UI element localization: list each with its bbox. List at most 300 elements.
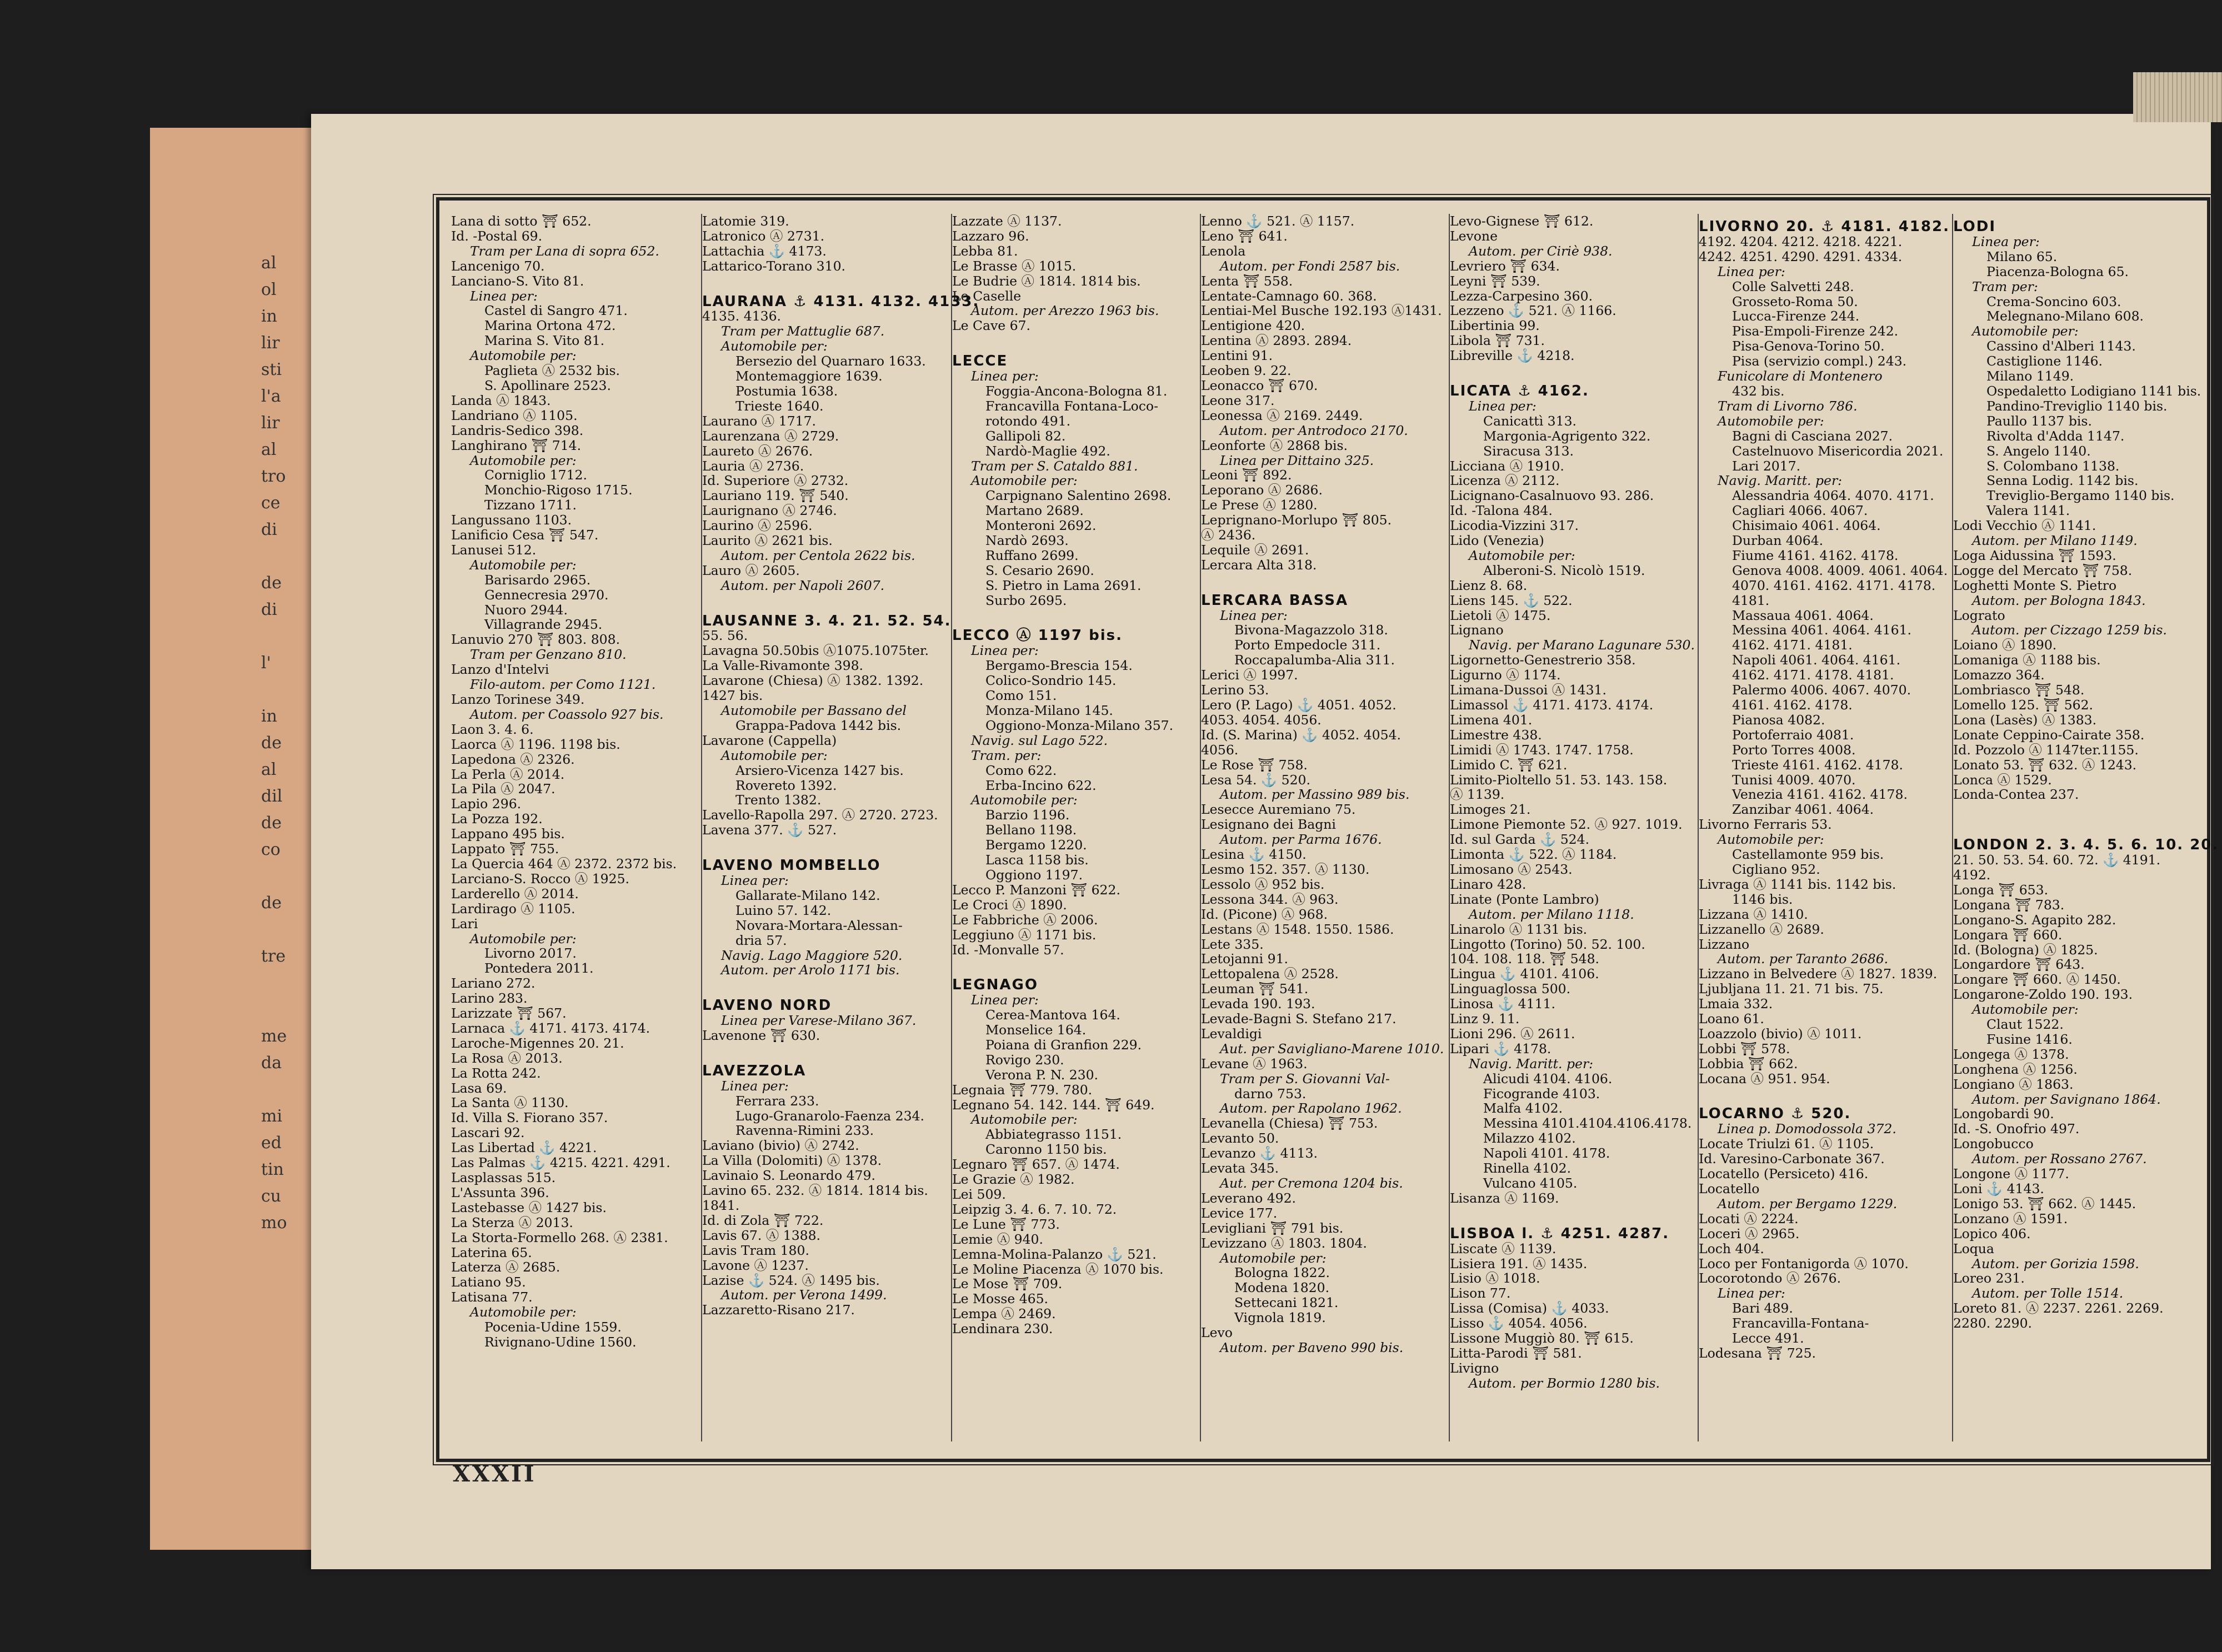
index-entry: Alicudi 4104. 4106.: [1483, 1070, 1613, 1087]
index-entry: Trieste 4161. 4162. 4178.: [1732, 757, 1903, 773]
index-entry: Leone 317.: [1201, 392, 1275, 408]
index-entry: Longega Ⓐ 1378.: [1953, 1046, 2069, 1062]
index-entry: Marina S. Vito 81.: [484, 333, 605, 349]
index-entry: Tram per:: [1972, 278, 2038, 294]
index-entry: Aut. per Savigliano-Marene 1010.: [1220, 1040, 1444, 1057]
index-entry: Barisardo 2965.: [484, 572, 591, 588]
index-entry: Colle Salvetti 248.: [1732, 278, 1854, 294]
index-entry: Ligurno Ⓐ 1174.: [1450, 667, 1561, 683]
index-column-7: [1952, 214, 2219, 1441]
index-entry: Automobile per:: [1718, 832, 1824, 848]
index-entry: Levanella (Chiesa) ⛩ 753.: [1201, 1115, 1378, 1132]
index-entry: Le Croci Ⓐ 1890.: [952, 897, 1067, 913]
index-entry: Lobbia ⛩ 662.: [1699, 1055, 1798, 1072]
index-entry: Alessandria 4064. 4070. 4171.: [1732, 488, 1934, 504]
index-entry: Automobile per:: [470, 930, 577, 947]
index-entry: Trento 1382.: [735, 792, 822, 808]
index-entry: Limassol ⚓ 4171. 4173. 4174.: [1450, 697, 1654, 713]
index-entry: Autom. per Bologna 1843.: [1972, 592, 2146, 608]
index-entry: Pisa-Genova-Torino 50.: [1732, 338, 1885, 354]
index-entry: Levigliani ⛩ 791 bis.: [1201, 1220, 1344, 1236]
index-entry: [702, 978, 947, 993]
index-entry: Laureto Ⓐ 2676.: [702, 443, 813, 459]
index-entry: Lucca-Firenze 244.: [1732, 308, 1860, 324]
index-entry: Nardò 2693.: [985, 533, 1069, 549]
index-entry: Livorno Ferraris 53.: [1699, 817, 1832, 833]
index-entry: Bagni di Casciana 2027.: [1732, 428, 1893, 444]
index-entry: Id. sul Garda ⚓ 524.: [1450, 832, 1590, 848]
index-entry: Longobucco: [1953, 1136, 2034, 1152]
index-entry: 4161. 4162. 4178.: [1732, 697, 1853, 713]
index-entry: 21. 50. 53. 54. 60. 72. ⚓ 4191.: [1953, 852, 2161, 868]
index-entry: La Perla Ⓐ 2014.: [451, 766, 565, 782]
index-entry: Levriero ⛩ 634.: [1450, 258, 1560, 274]
index-entry: Leonessa Ⓐ 2169. 2449.: [1201, 407, 1363, 423]
previous-page-fragment: de: [261, 573, 282, 593]
index-entry: Claut 1522.: [1986, 1017, 2064, 1033]
index-entry: 4053. 4054. 4056.: [1201, 712, 1322, 728]
index-entry: Livraga Ⓐ 1141 bis. 1142 bis.: [1699, 876, 1896, 892]
index-entry: Chisimaio 4061. 4064.: [1732, 518, 1881, 534]
index-entry: 55. 56.: [702, 628, 748, 644]
index-entry: Rovereto 1392.: [735, 777, 837, 793]
previous-page-fragment: tro: [261, 467, 286, 486]
index-entry: Autom. per Rossano 2767.: [1972, 1151, 2147, 1167]
index-entry: Leonacco ⛩ 670.: [1201, 377, 1318, 393]
index-entry: Pianosa 4082.: [1732, 712, 1825, 728]
previous-page-fragment: ol: [261, 280, 277, 299]
index-entry: Canicattì 313.: [1483, 413, 1577, 429]
index-entry: Automobile per:: [470, 1304, 577, 1320]
index-entry: [952, 333, 1195, 348]
previous-page-fragment: al: [261, 440, 277, 459]
index-entry: Oggiono-Monza-Milano 357.: [985, 717, 1174, 733]
index-entry: Bivona-Magazzolo 318.: [1234, 622, 1388, 638]
index-entry: Pocenia-Udine 1559.: [484, 1319, 622, 1335]
index-entry: Fiume 4161. 4162. 4178.: [1732, 547, 1899, 563]
index-entry: Lauriano 119. ⛩ 540.: [702, 488, 849, 504]
previous-page-fragment: mi: [261, 1107, 283, 1126]
index-entry: Lecco P. Manzoni ⛩ 622.: [952, 882, 1120, 898]
index-entry: Cerea-Mantova 164.: [985, 1007, 1120, 1023]
index-entry: Longobardi 90.: [1953, 1106, 2054, 1122]
index-entry: Lessolo Ⓐ 952 bis.: [1201, 876, 1325, 892]
index-entry: Autom. per Tolle 1514.: [1972, 1285, 2124, 1301]
index-entry: Ruffano 2699.: [985, 547, 1079, 563]
index-entry: Lauro Ⓐ 2605.: [702, 562, 800, 578]
index-entry: Libola ⛩ 731.: [1450, 333, 1545, 349]
index-entry: Lauria Ⓐ 2736.: [702, 458, 804, 474]
index-entry: Autom. per Baveno 990 bis.: [1220, 1339, 1404, 1355]
index-entry: Gennecresia 2970.: [484, 587, 609, 603]
index-entry: Lioni 296. Ⓐ 2611.: [1450, 1025, 1575, 1042]
index-entry: Longara ⛩ 660.: [1953, 927, 2063, 943]
index-entry: Vignola 1819.: [1234, 1310, 1326, 1326]
index-entry: Lison 77.: [1450, 1285, 1511, 1301]
index-entry: Lequile Ⓐ 2691.: [1201, 542, 1309, 558]
index-entry: Lietoli Ⓐ 1475.: [1450, 607, 1551, 623]
index-entry: Laurenzana Ⓐ 2729.: [702, 428, 839, 444]
index-entry: Lmaia 332.: [1699, 996, 1773, 1012]
index-entry: Piacenza-Bologna 65.: [1986, 263, 2129, 279]
index-entry: LECCE: [952, 353, 1008, 370]
index-entry: Lesa 54. ⚓ 520.: [1201, 772, 1310, 788]
index-entry: Bologna 1822.: [1234, 1265, 1330, 1281]
index-entry: Loazzolo (bivio) Ⓐ 1011.: [1699, 1025, 1862, 1042]
index-entry: Lei 509.: [952, 1187, 1006, 1202]
index-entry: Fusine 1416.: [1986, 1031, 2073, 1047]
index-entry: Lazise ⚓ 524. Ⓐ 1495 bis.: [702, 1272, 880, 1288]
previous-page-fragment: sti: [261, 360, 282, 379]
index-entry: Napoli 4101. 4178.: [1483, 1145, 1610, 1162]
index-entry: Londa-Contea 237.: [1953, 787, 2079, 803]
previous-page-fragment: me: [261, 1027, 287, 1046]
index-entry: Lavarone (Chiesa) Ⓐ 1382. 1392.: [702, 673, 924, 689]
index-entry: Autom. per Gorizia 1598.: [1972, 1255, 2139, 1271]
index-column-3: [951, 214, 1195, 1441]
index-entry: LICATA ⚓ 4162.: [1450, 382, 1589, 399]
index-entry: Milano 65.: [1986, 248, 2058, 264]
index-entry: Leprignano-Morlupo ⛩ 805.: [1201, 512, 1392, 528]
index-entry: Linea per:: [971, 643, 1039, 659]
index-entry: Automobile per:: [721, 747, 828, 763]
index-entry: Longardore ⛩ 643.: [1953, 957, 2085, 973]
index-entry: Levata 345.: [1201, 1160, 1279, 1177]
index-entry: Autom. per Milano 1149.: [1972, 533, 2138, 549]
index-entry: Cigliano 952.: [1732, 861, 1820, 877]
index-entry: 1427 bis.: [702, 688, 763, 704]
index-entry: Id. -S. Onofrio 497.: [1953, 1121, 2080, 1137]
index-entry: Abbiategrasso 1151.: [985, 1127, 1122, 1143]
index-entry: Licenza Ⓐ 2112.: [1450, 473, 1560, 489]
index-entry: Lisio Ⓐ 1018.: [1450, 1270, 1540, 1286]
index-entry: 4135. 4136.: [702, 308, 782, 324]
index-entry: Crema-Soncino 603.: [1986, 293, 2121, 309]
index-entry: Las Palmas ⚓ 4215. 4221. 4291.: [451, 1155, 670, 1171]
index-entry: [702, 1043, 947, 1058]
index-entry: Limonta ⚓ 522. Ⓐ 1184.: [1450, 847, 1617, 863]
index-entry: Montemaggiore 1639.: [735, 368, 883, 384]
index-entry: Linea per:: [470, 288, 538, 304]
index-entry: Lebba 81.: [952, 243, 1018, 259]
index-column-6: [1698, 214, 1948, 1441]
index-entry: Landriano Ⓐ 1105.: [451, 407, 578, 423]
index-entry: Nuoro 2944.: [484, 602, 568, 618]
index-entry: S. Colombano 1138.: [1986, 458, 2120, 474]
index-entry: Las Libertad ⚓ 4221.: [451, 1140, 597, 1156]
index-entry: Leno ⛩ 641.: [1201, 228, 1288, 244]
index-entry: Rinella 4102.: [1483, 1160, 1572, 1177]
index-entry: Laviano (bivio) Ⓐ 2742.: [702, 1138, 859, 1154]
index-entry: Longare ⛩ 660. Ⓐ 1450.: [1953, 972, 2121, 988]
index-entry: Autom. per Centola 2622 bis.: [721, 547, 915, 563]
index-entry: Leoni ⛩ 892.: [1201, 467, 1292, 483]
index-entry: Lanuvio 270 ⛩ 803. 808.: [451, 632, 620, 648]
index-entry: Massaua 4061. 4064.: [1732, 607, 1874, 623]
index-entry: Aut. per Cremona 1204 bis.: [1220, 1175, 1403, 1191]
index-entry: [1699, 1087, 1948, 1102]
index-entry: Melegnano-Milano 608.: [1986, 308, 2144, 324]
index-entry: Levanzo ⚓ 4113.: [1201, 1145, 1318, 1162]
index-entry: Lo Caselle: [952, 288, 1022, 304]
index-entry: Laroche-Migennes 20. 21.: [451, 1035, 624, 1051]
previous-page-fragment: in: [261, 707, 277, 726]
index-entry: Autom. per Massino 989 bis.: [1220, 787, 1410, 803]
index-entry: Lemie Ⓐ 940.: [952, 1231, 1043, 1247]
index-entry: Leoben 9. 22.: [1201, 363, 1292, 379]
index-entry: Autom. per Taranto 2686.: [1718, 951, 1889, 967]
index-entry: Loqua: [1953, 1240, 1994, 1256]
index-entry: Navig. per Marano Lagunare 530.: [1469, 637, 1695, 653]
index-entry: Levo-Gignese ⛩ 612.: [1450, 213, 1594, 229]
index-entry: Linea per:: [721, 872, 789, 888]
index-entry: Linea per:: [1718, 1285, 1785, 1301]
index-entry: Autom. per Bergamo 1229.: [1718, 1195, 1898, 1212]
index-entry: Automobile per:: [1972, 1002, 2079, 1018]
index-entry: Modena 1820.: [1234, 1280, 1330, 1296]
index-entry: Ligornetto-Genestrerio 358.: [1450, 652, 1636, 668]
index-entry: Id. (S. Marina) ⚓ 4052. 4054.: [1201, 727, 1401, 743]
index-entry: Castiglione 1146.: [1986, 353, 2103, 369]
index-entry: Leuman ⛩ 541.: [1201, 981, 1309, 997]
index-entry: Lattarico-Torano 310.: [702, 258, 845, 274]
index-entry: Lentina Ⓐ 2893. 2894.: [1201, 333, 1352, 349]
index-entry: La Villa (Dolomiti) Ⓐ 1378.: [702, 1153, 882, 1169]
index-entry: Messina 4101.4104.4106.4178.: [1483, 1115, 1692, 1132]
previous-page-fragment: al: [261, 760, 277, 779]
index-entry: Lappano 495 bis.: [451, 826, 565, 842]
index-entry: Tram per S. Cataldo 881.: [971, 458, 1138, 474]
previous-page-fragment: mo: [261, 1213, 287, 1233]
index-entry: S. Apollinare 2523.: [484, 377, 611, 393]
previous-page-fragment: l': [261, 653, 271, 673]
index-entry: LODI: [1953, 218, 1996, 235]
index-entry: Latronico Ⓐ 2731.: [702, 228, 825, 244]
index-entry: [1201, 573, 1444, 588]
index-entry: Palermo 4006. 4067. 4070.: [1732, 682, 1911, 698]
index-entry: Automobile per:: [470, 557, 577, 573]
index-entry: Loga Aidussina ⛩ 1593.: [1953, 547, 2116, 563]
index-entry: Limana-Dussoi Ⓐ 1431.: [1450, 682, 1607, 698]
index-entry: Lisiera 191. Ⓐ 1435.: [1450, 1255, 1588, 1271]
index-entry: Legnaia ⛩ 779. 780.: [952, 1082, 1093, 1098]
index-entry: S. Pietro in Lama 2691.: [985, 577, 1142, 593]
index-entry: Lerino 53.: [1201, 682, 1269, 698]
index-entry: Linea per Varese-Milano 367.: [721, 1013, 917, 1029]
index-entry: Arsiero-Vicenza 1427 bis.: [735, 762, 904, 778]
index-entry: LOCARNO ⚓ 520.: [1699, 1105, 1851, 1123]
index-entry: Lizzanello Ⓐ 2689.: [1699, 921, 1824, 937]
index-entry: Id. Varesino-Carbonate 367.: [1699, 1151, 1885, 1167]
index-entry: Levaldigi: [1201, 1025, 1262, 1042]
index-entry: 1146 bis.: [1732, 891, 1793, 907]
index-entry: Navig. Maritt. per:: [1469, 1055, 1594, 1072]
index-entry: Limena 401.: [1450, 712, 1533, 728]
index-entry: Latomie 319.: [702, 213, 789, 229]
index-entry: [702, 274, 947, 289]
index-entry: Bergamo-Brescia 154.: [985, 658, 1133, 674]
index-entry: 4181.: [1732, 592, 1770, 608]
index-entry: Postumia 1638.: [735, 383, 838, 399]
index-entry: Milazzo 4102.: [1483, 1130, 1576, 1147]
index-entry: Margonia-Agrigento 322.: [1483, 428, 1651, 444]
index-entry: Autom. per Napoli 2607.: [721, 577, 885, 593]
index-entry: [702, 838, 947, 853]
index-entry: Larderello Ⓐ 2014.: [451, 885, 579, 902]
index-entry: Lanzo d'Intelvi: [451, 662, 549, 678]
index-entry: Portoferraio 4081.: [1732, 727, 1854, 743]
index-entry: Lizzano: [1699, 936, 1750, 952]
previous-page-fragment: [261, 997, 314, 1023]
index-entry: Automobile per:: [1469, 547, 1575, 563]
previous-page-fragment: l'a: [261, 387, 281, 406]
index-entry: Levo: [1201, 1325, 1233, 1341]
index-entry: Lasca 1158 bis.: [985, 852, 1089, 868]
index-entry: Lavone Ⓐ 1237.: [702, 1257, 809, 1273]
index-entry: S. Cesario 2690.: [985, 562, 1094, 578]
index-entry: Lerici Ⓐ 1997.: [1201, 667, 1298, 683]
index-entry: Lissone Muggiò 80. ⛩ 615.: [1450, 1330, 1634, 1346]
index-entry: Lona (Lasès) Ⓐ 1383.: [1953, 712, 2097, 728]
index-entry: Lariano 272.: [451, 975, 536, 992]
index-entry: Le Cave 67.: [952, 318, 1030, 334]
index-entry: Lisanza Ⓐ 1169.: [1450, 1190, 1559, 1206]
index-entry: Loreo 231.: [1953, 1270, 2025, 1286]
index-entry: Lomello 125. ⛩ 562.: [1953, 697, 2094, 713]
index-entry: Filo-autom. per Como 1121.: [470, 677, 656, 693]
index-entry: Automobile per:: [971, 1112, 1078, 1128]
index-entry: Novara-Mortara-Alessan-: [735, 917, 903, 933]
index-entry: LONDON 2. 3. 4. 5. 6. 10. 20.: [1953, 837, 2219, 854]
index-entry: Lastebasse Ⓐ 1427 bis.: [451, 1199, 607, 1215]
index-entry: Funicolare di Montenero: [1718, 368, 1883, 384]
index-entry: Pandino-Treviglio 1140 bis.: [1986, 398, 2168, 414]
index-entry: Lanciano-S. Vito 81.: [451, 273, 584, 289]
index-entry: Latiano 95.: [451, 1274, 526, 1290]
index-entry: Locatello: [1699, 1181, 1760, 1197]
index-entry: Lavello-Rapolla 297. Ⓐ 2720. 2723.: [702, 807, 938, 823]
index-entry: La Rotta 242.: [451, 1065, 541, 1081]
index-entry: Ljubljana 11. 21. 71 bis. 75.: [1699, 981, 1884, 997]
index-entry: Genova 4008. 4009. 4061. 4064.: [1732, 562, 1948, 578]
index-entry: Lograto: [1953, 607, 2005, 623]
index-entry: Autom. per Arezzo 1963 bis.: [971, 303, 1159, 319]
index-entry: Navig. Maritt. per:: [1718, 473, 1843, 489]
index-entry: Loreto 81. Ⓐ 2237. 2261. 2269.: [1953, 1300, 2164, 1316]
index-entry: Leipzig 3. 4. 6. 7. 10. 72.: [952, 1201, 1117, 1217]
previous-page-fragment: de: [261, 893, 282, 913]
index-column-1: [451, 214, 695, 1441]
index-entry: Monchio-Rigoso 1715.: [484, 482, 633, 498]
index-entry: Lecce 491.: [1732, 1330, 1804, 1346]
index-entry: Lonigo 53. ⛩ 662. Ⓐ 1445.: [1953, 1195, 2136, 1212]
index-entry: Lendinara 230.: [952, 1321, 1053, 1337]
index-entry: Landris-Sedico 398.: [451, 422, 584, 438]
index-entry: La Pila Ⓐ 2047.: [451, 781, 556, 797]
index-entry: Lonato 53. ⛩ 632. Ⓐ 1243.: [1953, 757, 2137, 773]
index-entry: Lanusei 512.: [451, 542, 537, 558]
index-entry: 4070. 4161. 4162. 4171. 4178.: [1732, 577, 1936, 593]
previous-page-fragment: da: [261, 1053, 282, 1073]
index-entry: Linea p. Domodossola 372.: [1718, 1121, 1896, 1137]
index-entry: Lentigione 420.: [1201, 318, 1305, 334]
index-entry: Locana Ⓐ 951. 954.: [1699, 1070, 1830, 1087]
index-entry: Langhirano ⛩ 714.: [451, 437, 582, 453]
index-entry: Laterza Ⓐ 2685.: [451, 1259, 560, 1275]
index-entry: Liens 145. ⚓ 522.: [1450, 592, 1573, 608]
index-entry: Laurino Ⓐ 2596.: [702, 518, 813, 534]
index-entry: Lizzano in Belvedere Ⓐ 1827. 1839.: [1699, 966, 1938, 982]
index-entry: LAVENO NORD: [702, 997, 832, 1014]
index-entry: Liscate Ⓐ 1139.: [1450, 1240, 1557, 1256]
index-entry: Caronno 1150 bis.: [985, 1142, 1107, 1158]
index-entry: Monza-Milano 145.: [985, 703, 1113, 718]
index-entry: Rovigo 230.: [985, 1052, 1064, 1068]
index-entry: Autom. per Milano 1118.: [1469, 906, 1634, 922]
index-entry: Lasa 69.: [451, 1080, 507, 1096]
index-entry: Linea per:: [1972, 233, 2040, 249]
index-entry: Roccapalumba-Alia 311.: [1234, 652, 1395, 668]
index-entry: Lazzaretto-Risano 217.: [702, 1302, 855, 1318]
index-entry: Le Fabbriche Ⓐ 2006.: [952, 912, 1098, 928]
index-entry: Automobile per:: [971, 792, 1078, 808]
index-entry: Locorotondo Ⓐ 2676.: [1699, 1270, 1841, 1286]
index-entry: Castel di Sangro 471.: [484, 303, 628, 319]
index-entry: Tram. per:: [971, 747, 1042, 763]
index-entry: Automobile per Bassano del: [721, 703, 907, 718]
index-entry: Lattachia ⚓ 4173.: [702, 243, 827, 259]
index-entry: Laon 3. 4. 6.: [451, 721, 534, 737]
index-entry: 4162. 4171. 4178. 4181.: [1732, 667, 1894, 683]
index-entry: Le Mosse 465.: [952, 1291, 1049, 1307]
index-entry: Tram per S. Giovanni Val-: [1220, 1070, 1390, 1087]
index-entry: Tunisi 4009. 4070.: [1732, 772, 1856, 788]
previous-page-fragment: in: [261, 307, 277, 326]
previous-page-fragment: al: [261, 253, 277, 273]
index-entry: Licodia-Vizzini 317.: [1450, 518, 1579, 534]
index-entry: Porto Empedocle 311.: [1234, 637, 1381, 653]
index-entry: Napoli 4061. 4064. 4161.: [1732, 652, 1901, 668]
index-entry: Automobile per:: [971, 473, 1078, 489]
index-entry: Levice 177.: [1201, 1205, 1278, 1221]
index-entry: Le Lune ⛩ 773.: [952, 1216, 1060, 1232]
index-entry: Lari: [451, 915, 478, 932]
index-entry: Id. (Picone) Ⓐ 968.: [1201, 906, 1328, 922]
index-entry: Foggia-Ancona-Bologna 81.: [985, 383, 1168, 399]
index-entry: Longiano Ⓐ 1863.: [1953, 1076, 2074, 1092]
index-entry: Linea per:: [1469, 398, 1537, 414]
index-entry: La Santa Ⓐ 1130.: [451, 1095, 569, 1111]
index-entry: Leporano Ⓐ 2686.: [1201, 482, 1323, 498]
index-entry: Lodesana ⛩ 725.: [1699, 1345, 1816, 1361]
index-entry: Lanzo Torinese 349.: [451, 692, 585, 707]
index-entry: Lomaniga Ⓐ 1188 bis.: [1953, 652, 2101, 668]
index-entry: Longarone-Zoldo 190. 193.: [1953, 987, 2133, 1003]
index-entry: Lempa Ⓐ 2469.: [952, 1306, 1056, 1322]
index-entry: Como 151.: [985, 688, 1057, 704]
previous-page-text-fragments: [261, 250, 314, 1233]
index-entry: LAVEZZOLA: [702, 1062, 807, 1079]
index-entry: Leverano 492.: [1201, 1190, 1297, 1206]
index-entry: Lugo-Granarolo-Faenza 234.: [735, 1108, 924, 1124]
index-entry: Linosa ⚓ 4111.: [1450, 996, 1555, 1012]
index-entry: Tizzano 1711.: [484, 497, 577, 513]
index-entry: 4242. 4251. 4290. 4291. 4334.: [1699, 248, 1903, 264]
index-entry: Limidi Ⓐ 1743. 1747. 1758.: [1450, 742, 1634, 758]
index-entry: Lercara Alta 318.: [1201, 557, 1317, 573]
index-entry: Oggiono 1197.: [985, 867, 1083, 883]
index-entry: Rivignano-Udine 1560.: [484, 1334, 637, 1350]
